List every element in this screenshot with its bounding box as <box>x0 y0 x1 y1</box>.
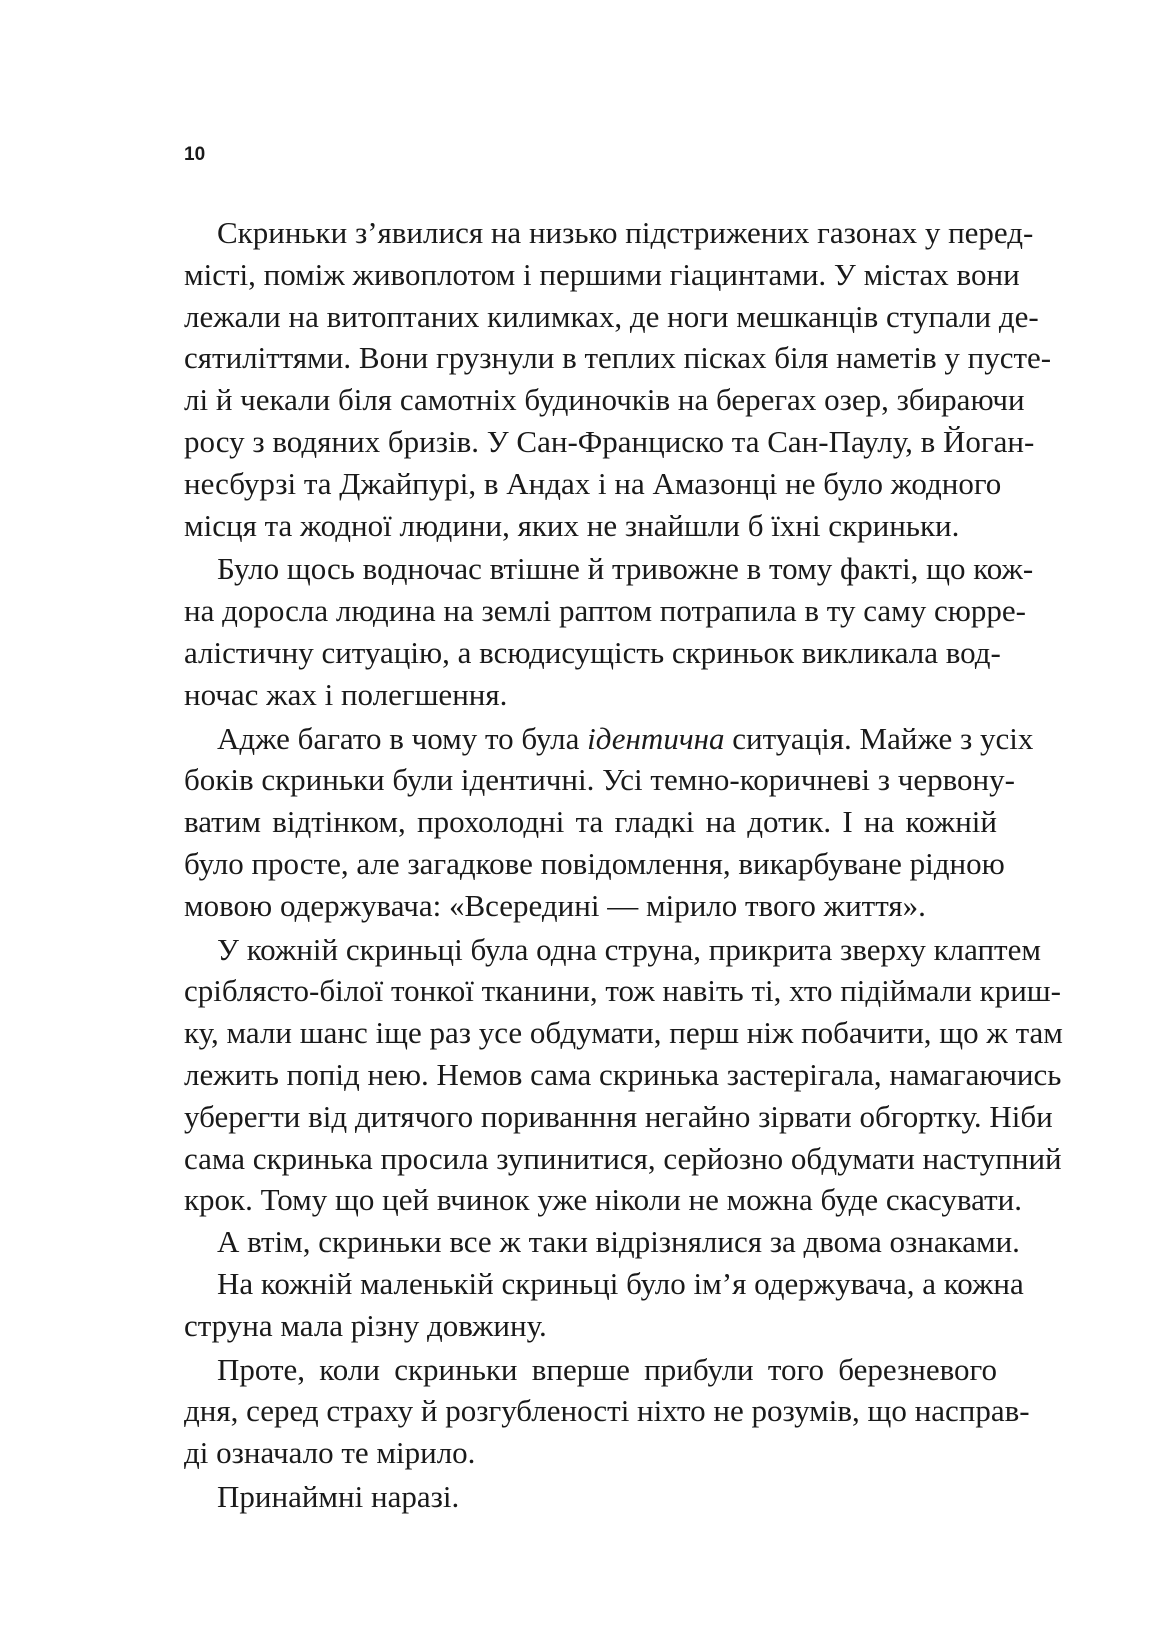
page-number: 10 <box>184 144 206 165</box>
text-line <box>184 718 1034 760</box>
text-line: місті, поміж живоплотом і першими гіацинтами. У містах вони <box>184 256 1020 292</box>
text-line: мовою одержувача: «Всередині — мірило твого життя». <box>184 887 926 923</box>
text-fragment: ситуація. Майже з усіх <box>724 720 1034 756</box>
text-line: сріблясто-білої тонкої тканини, тож навіть ті, хто підіймали криш- <box>184 973 1061 1009</box>
text-line: струна мала різну довжину. <box>184 1307 547 1343</box>
text-line: було просте, але загадкове повідомлення, викарбуване рідною <box>184 845 1005 881</box>
paragraph-8 <box>184 1476 997 1518</box>
text-line: боків скриньки були ідентичні. Усі темно-коричневі з червону- <box>184 762 1015 798</box>
text-line: алістичну ситуацію, а всюдисущість скриньок викликала вод- <box>184 634 1001 670</box>
text-line: сама скринька просила зупинитися, серйозно обдумати наступний <box>184 1140 1062 1176</box>
text-line: лежить попід нею. Немов сама скринька застерігала, намагаючись <box>184 1056 1062 1092</box>
text-line: Було щось водночас втішне й тривожне в тому факті, що кож- <box>217 551 1034 587</box>
paragraph-3 <box>184 718 1034 927</box>
paragraph-2 <box>184 548 1034 715</box>
paragraph-6 <box>184 1263 1024 1347</box>
text-line: ночас жах і полегшення. <box>184 676 508 712</box>
paragraph-7 <box>184 1349 1030 1474</box>
text-line: Принаймні наразі. <box>217 1478 460 1514</box>
text-line: сятиліттями. Вони грузнули в теплих пісках біля наметів у пусте- <box>184 340 1052 376</box>
body-text <box>184 212 1063 1518</box>
text-line: несбурзі та Джайпурі, в Андах і на Амазонці не було жодного <box>184 465 1002 501</box>
text-line: уберегти від дитячого пориванння негайно зірвати обгортку. Ніби <box>184 1098 1053 1134</box>
text-line: На кожній маленькій скриньці було ім’я одержувача, а кожна <box>217 1265 1024 1301</box>
text-line: У кожній скриньці була одна струна, прикрита зверху клаптем <box>217 931 1041 967</box>
text-line: лежали на витоптаних килимках, де ноги мешканців ступали де- <box>184 298 1039 334</box>
text-line: лі й чекали біля самотніх будиночків на берегах озер, збираючи <box>184 382 1025 418</box>
text-line: ді означало те мірило. <box>184 1435 476 1471</box>
text-line: Проте, коли скриньки вперше прибули того березневого <box>217 1351 997 1387</box>
text-line: дня, серед страху й розгубленості ніхто не розумів, що насправ- <box>184 1393 1030 1429</box>
text-line: ку, мали шанс іще раз усе обдумати, перш ніж побачити, що ж там <box>184 1015 1063 1051</box>
text-line: місця та жодної людини, яких не знайшли б їхні скриньки. <box>184 507 960 543</box>
text-line: крок. Тому що цей вчинок уже ніколи не можна буде скасувати. <box>184 1182 1022 1218</box>
paragraph-1 <box>184 212 1052 546</box>
text-fragment: Адже багато в чому то була <box>217 720 588 756</box>
text-line: ватим відтінком, прохолодні та гладкі на дотик. І на кожній <box>184 804 997 840</box>
paragraph-4 <box>184 929 1063 1222</box>
text-line: Скриньки з’явилися на низько підстрижених газонах у перед- <box>217 215 1034 250</box>
text-line: А втім, скриньки все ж таки відрізнялися за двома ознаками. <box>217 1224 1020 1260</box>
emphasis-text: ідентична <box>587 720 725 756</box>
text-line: росу з водяних бризів. У Сан-Франциско та Сан-Паулу, в Йоган- <box>184 423 1035 459</box>
paragraph-5 <box>184 1221 1020 1263</box>
text-line: на доросла людина на землі раптом потрапила в ту саму сюрре- <box>184 593 1026 629</box>
